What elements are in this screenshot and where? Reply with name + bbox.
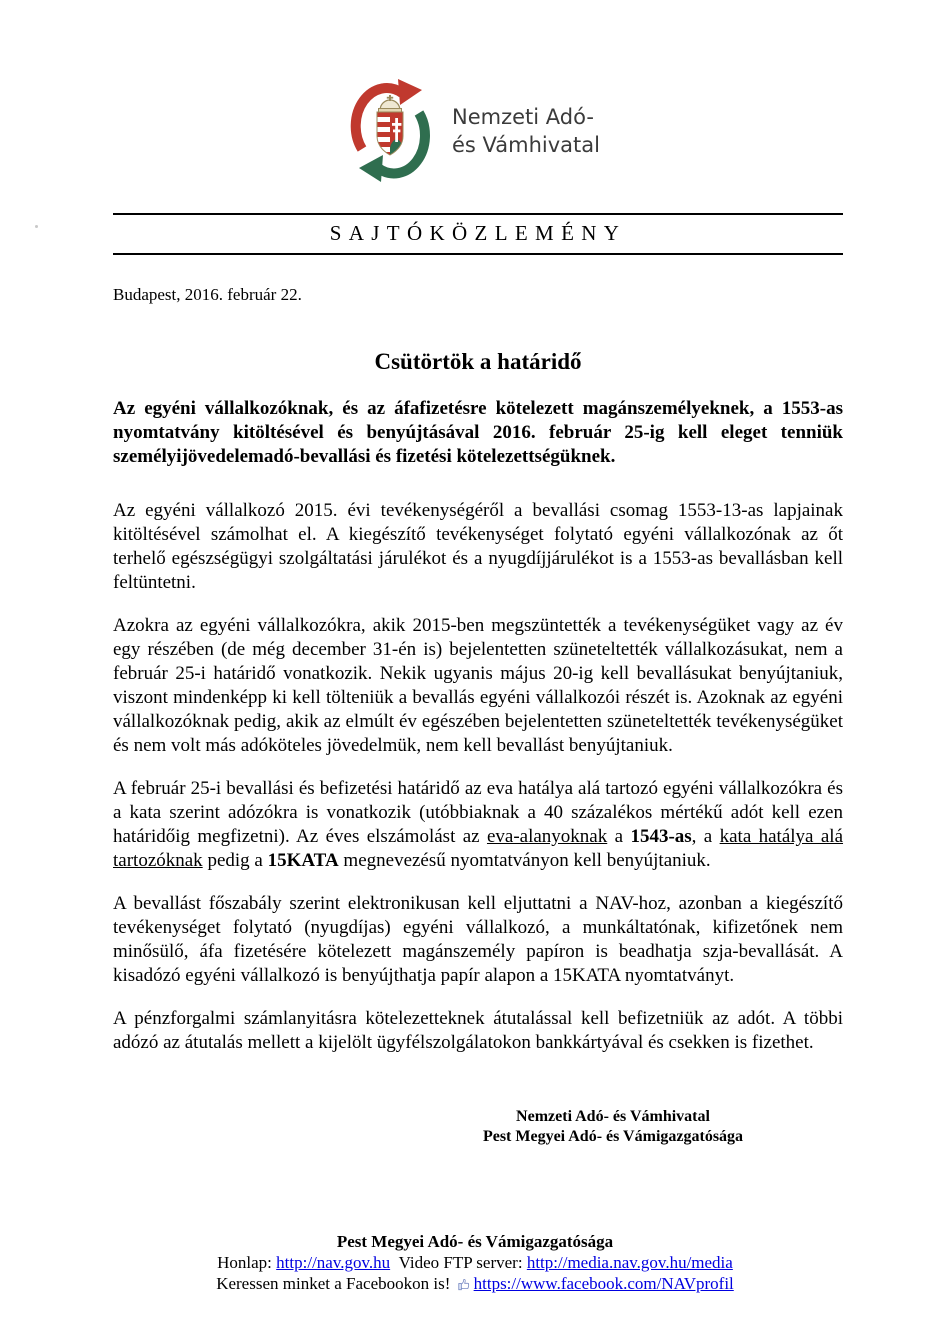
body-paragraph-3: A február 25-i bevallási és befizetési határidő az eva hatálya alá tartozó egyéni vállalkozókra és a kata szerint adózókra is vonatkozik (utóbbiaknak a 40 százalékos mértékű adót kell ezen határidőig megfizetni). Az éves elszámolást az eva-alanyoknak a 1543-as, a kata hatálya alá tartozóknak pedig a 15KATA megnevezésű nyomtatványon kell benyújtaniuk. [113,778,844,871]
nav-logo [0,0,950,189]
homepage-link[interactable]: http://nav.gov.hu [276,1253,391,1272]
press-banner-title: SAJTÓKÖZLEMÉNY [329,221,627,245]
nav-logo-emblem [350,72,431,189]
stray-mark [35,225,38,228]
logo-wordmark [452,103,600,159]
signature-line2: Pest Megyei Adó- és Vámigazgatósága [482,1128,744,1145]
facebook-link[interactable]: https://www.facebook.com/NAVprofil [473,1274,734,1293]
facebook-prefix: Keressen minket a Facebookon is! [216,1274,455,1293]
dateline: Budapest, 2016. február 22. [113,285,302,304]
signature-block [443,1107,783,1147]
ftp-label: Video FTP server: [390,1253,527,1272]
homepage-label: Honlap: [217,1253,277,1272]
banner-rule-bottom [113,253,843,255]
article-title: Csütörtök a határidő [374,349,582,374]
body-paragraph-1: Az egyéni vállalkozó 2015. évi tevékenységéről a bevallási csomag 1553-13-as lapjainak kitöltésével számolhat el. A kiegészítő tevékenységet folytató egyéni vállalkozónak az őt terhelő egészségügyi szolgáltatási járulékot és a nyugdíjjárulékot is a 1553-as bevallásban kell feltüntetni. [113,500,843,593]
body-paragraph-5: A pénzforgalmi számlanyitásra kötelezetteknek átutalással kell befizetniük az adót. A többi adózó az átutalás mellett a kijelölt ügyfélszolgálatokon bankkártyával és csekken is fizethet. [113,1008,843,1053]
coat-of-arms-icon [377,95,403,156]
body-paragraph-2: Azokra az egyéni vállalkozókra, akik 2015-ben megszüntették a tevékenységüket vagy az év egy részében (de még december 31-én is) bejelentetten szüneteltették vállalkozásukat, nem a február 25-i határidő vonatkozik. Nekik ugyanis május 20-ig kell bevallásukat benyújtaniuk, viszont mindenképp ki kell tölteniük a bevallás egyéni vállalkozói részét is. Azoknak az egyéni vállalkozóknak pedig, akik az elmúlt év egészében bejelentetten szüneteltették tevékenységüket és nem volt más adóköteles jövedelmük, nem kell bevallást benyújtaniuk. [113,615,843,756]
footer-org: Pest Megyei Adó- és Vámigazgatósága [336,1232,614,1251]
footer [0,1231,950,1296]
press-banner [113,213,843,255]
logo-wordmark-line2: és Vámhivatal [452,132,600,157]
body-paragraph-4: A bevallást főszabály szerint elektronikusan kell eljuttatni a NAV-hoz, azonban a kiegészítő tevékenységet folytató (nyugdíjas) egyéni vállalkozó, a munkáltatónak, kifizetőnek nem minősülő, áfa fizetésére kötelezett magánszemély papíron is beadhatja szja-bevallását. A kisadózó egyéni vállalkozó is benyújthatja papír alapon a 15KATA nyomtatványt. [113,893,843,986]
ftp-link[interactable]: http://media.nav.gov.hu/media [526,1253,733,1272]
signature-line1: Nemzeti Adó- és Vámhivatal [516,1108,710,1125]
footer-facebook-line [0,1273,950,1296]
lead-paragraph: Az egyéni vállalkozóknak, és az áfafizetésre kötelezett magánszemélyeknek, a 1553-as nyomtatvány kitöltésével és benyújtásával 2016. február 25-ig kell eleget tenniük személyijövedelemadó-bevallási és fizetési kötelezettségüknek. [113,398,843,467]
thumbs-up-icon [457,1275,471,1296]
logo-wordmark-line1: Nemzeti Adó- [452,104,594,129]
footer-links-line [0,1252,950,1273]
